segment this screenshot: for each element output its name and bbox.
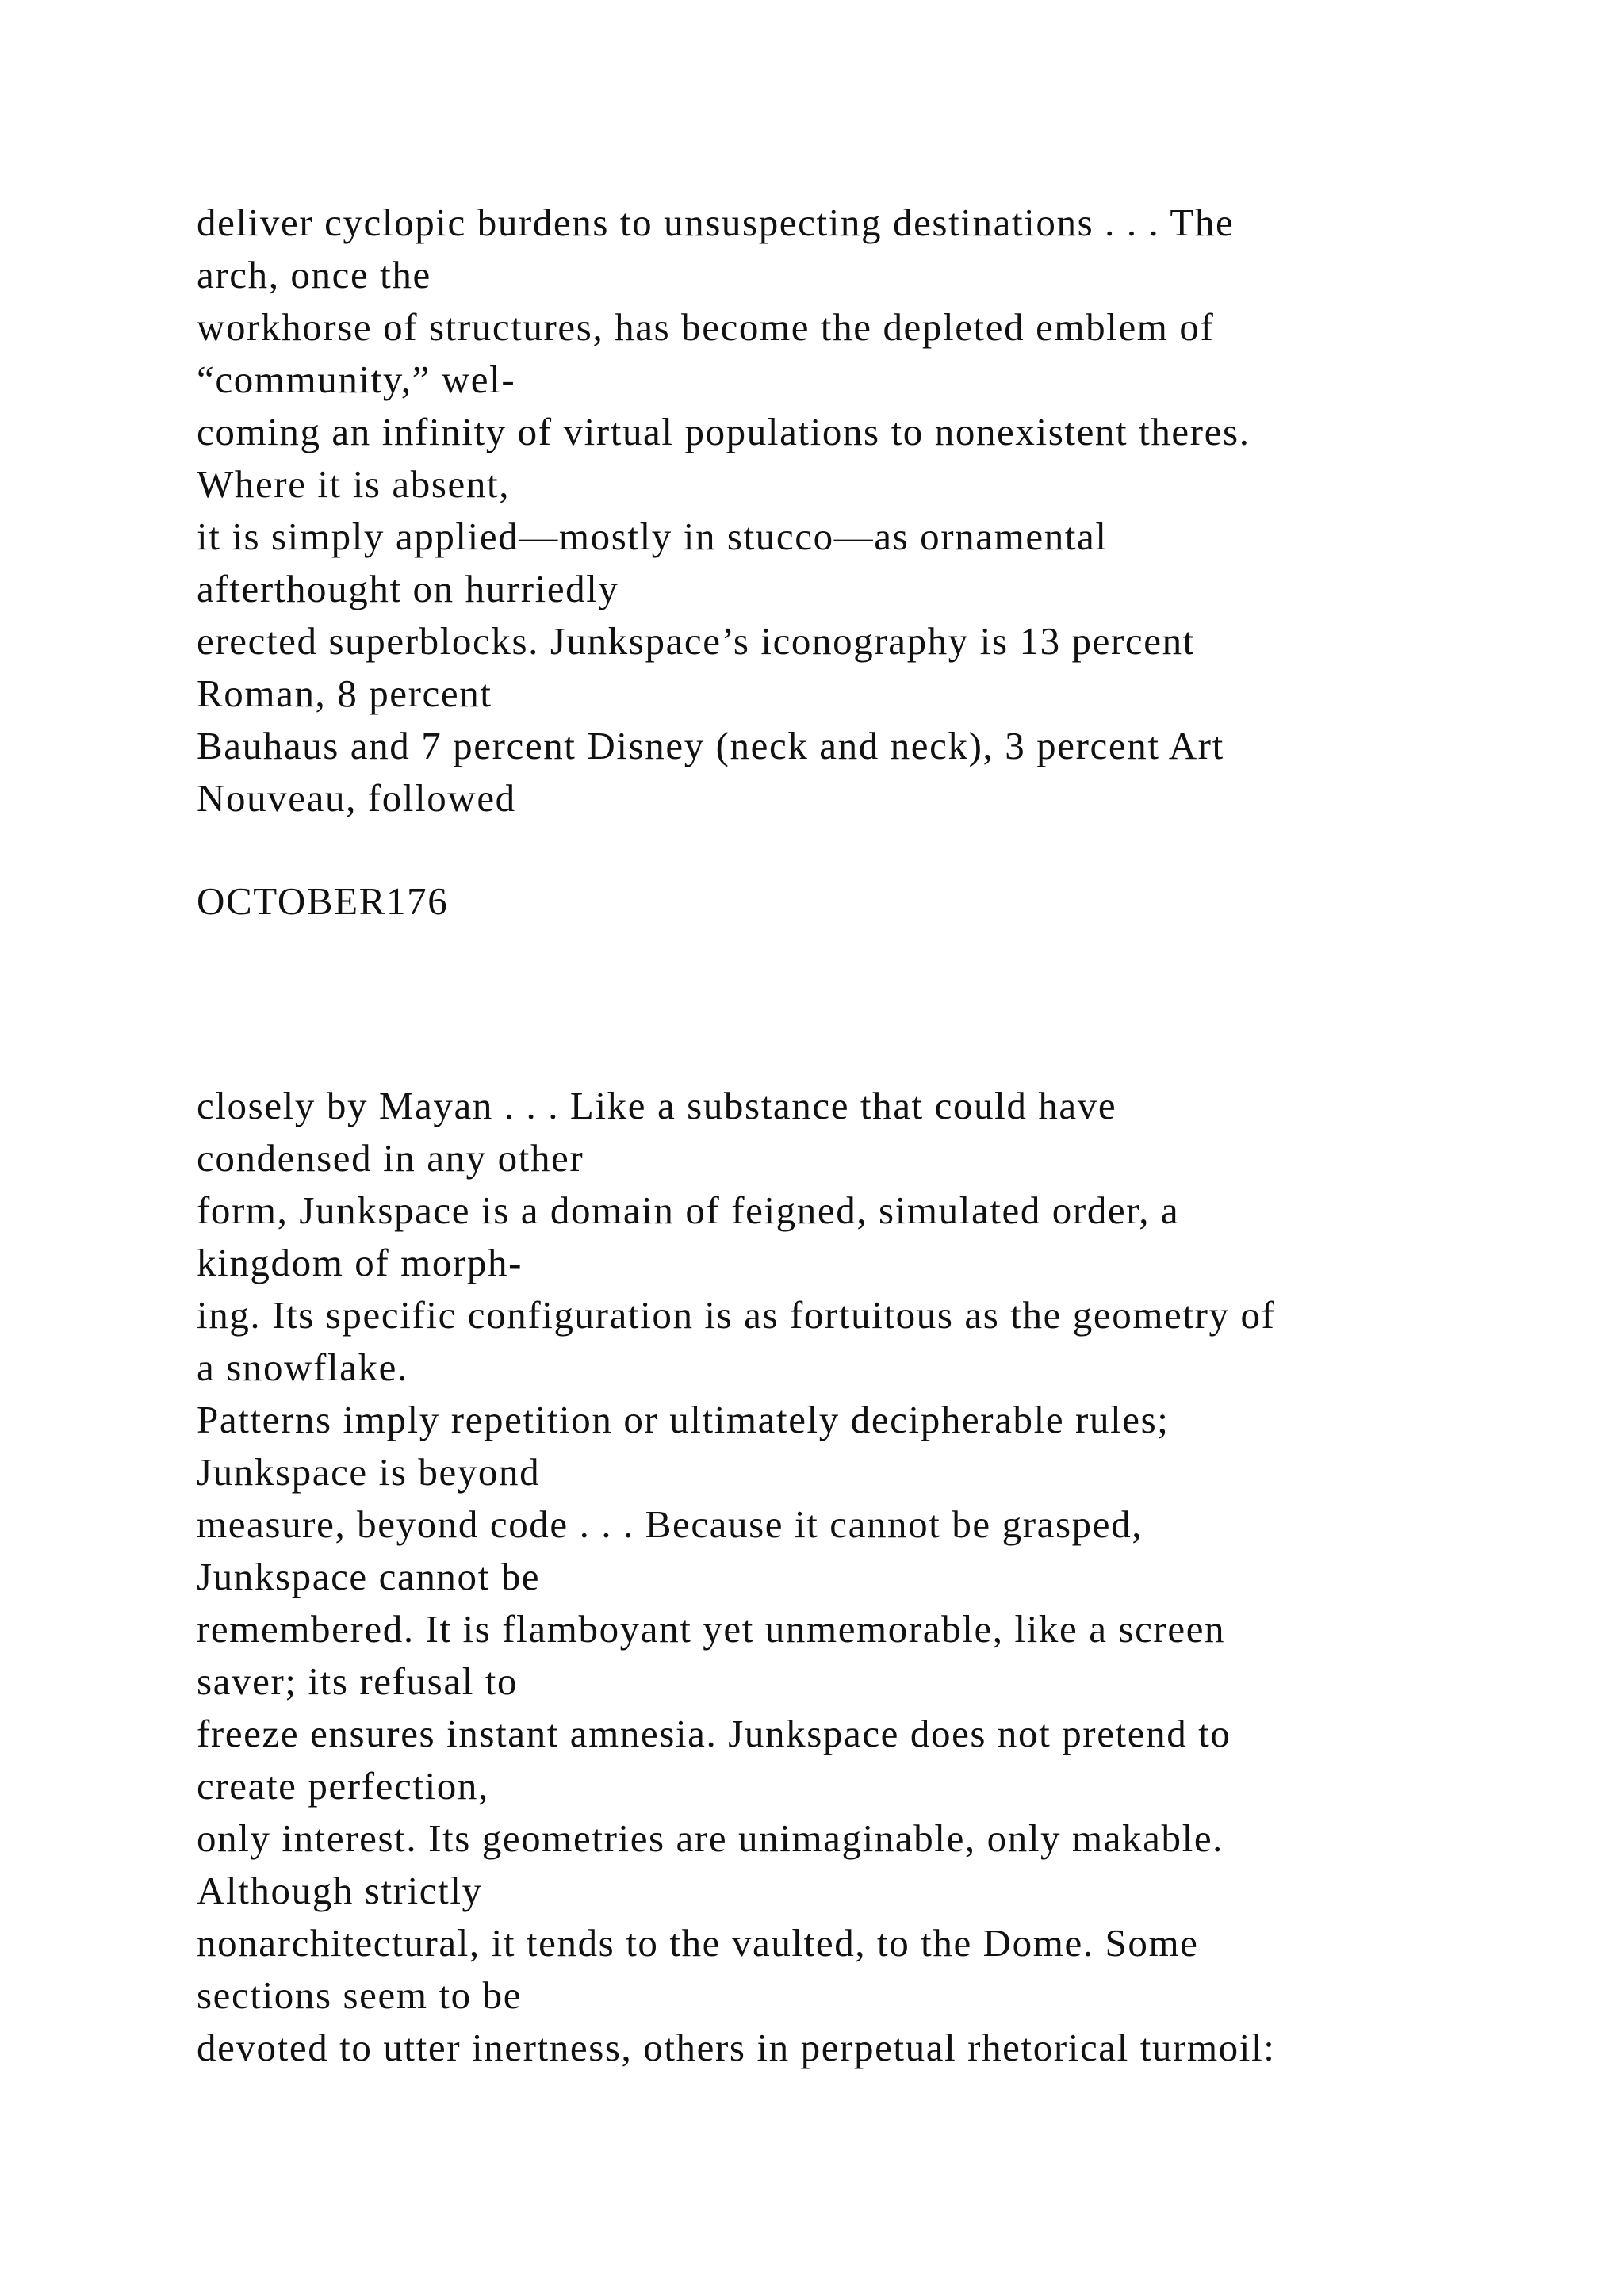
text-line: closely by Mayan . . . Like a substance that could have [197, 1084, 1117, 1127]
text-line: erected superblocks. Junkspace’s iconography is 13 percent [197, 619, 1195, 663]
text-line: saver; its refusal to [197, 1659, 519, 1703]
text-line: Bauhaus and 7 percent Disney (neck and neck), 3 percent Art [197, 724, 1224, 767]
text-line: measure, beyond code . . . Because it cannot be grasped, [197, 1502, 1143, 1546]
text-line: sections seem to be [197, 1973, 523, 2017]
text-line: create perfection, [197, 1764, 489, 1808]
text-line: Nouveau, followed [197, 776, 516, 820]
text-line: it is simply applied—mostly in stucco—as ornamental [197, 515, 1108, 558]
text-line: “community,” wel- [197, 358, 516, 401]
text-line: Patterns imply repetition or ultimately decipherable rules; [197, 1398, 1170, 1441]
running-head [197, 875, 1608, 928]
text-line: coming an infinity of virtual populations to nonexistent theres. [197, 410, 1251, 453]
text-line: afterthought on hurriedly [197, 567, 619, 610]
text-line: only interest. Its geometries are unimaginable, only makable. [197, 1816, 1224, 1860]
text-line: workhorse of structures, has become the depleted emblem of [197, 305, 1215, 349]
text-line: Where it is absent, [197, 462, 511, 506]
text-line: remembered. It is flamboyant yet unmemorable, like a screen [197, 1607, 1226, 1651]
body-text-top [197, 197, 1608, 825]
text-line: deliver cyclopic burdens to unsuspecting destinations . . . The [197, 201, 1235, 244]
text-line: Junkspace is beyond [197, 1450, 541, 1494]
text-line: kingdom of morph- [197, 1241, 523, 1284]
text-line: ing. Its specific configuration is as fortuitous as the geometry of [197, 1293, 1276, 1337]
text-line: condensed in any other [197, 1136, 584, 1180]
text-line: nonarchitectural, it tends to the vaulted, to the Dome. Some [197, 1921, 1199, 1965]
text-line: Roman, 8 percent [197, 672, 492, 715]
text-line: Although strictly [197, 1869, 483, 1912]
running-head-text: OCTOBER176 [197, 879, 449, 923]
text-line: form, Junkspace is a domain of feigned, simulated order, a [197, 1188, 1180, 1232]
text-line: devoted to utter inertness, others in perpetual rhetorical turmoil: [197, 2026, 1276, 2069]
text-line: Junkspace cannot be [197, 1555, 541, 1598]
text-line: a snowflake. [197, 1345, 408, 1389]
body-text-bottom [197, 1080, 1608, 2074]
text-line: freeze ensures instant amnesia. Junkspace does not pretend to [197, 1712, 1231, 1755]
text-line: arch, once the [197, 253, 431, 297]
